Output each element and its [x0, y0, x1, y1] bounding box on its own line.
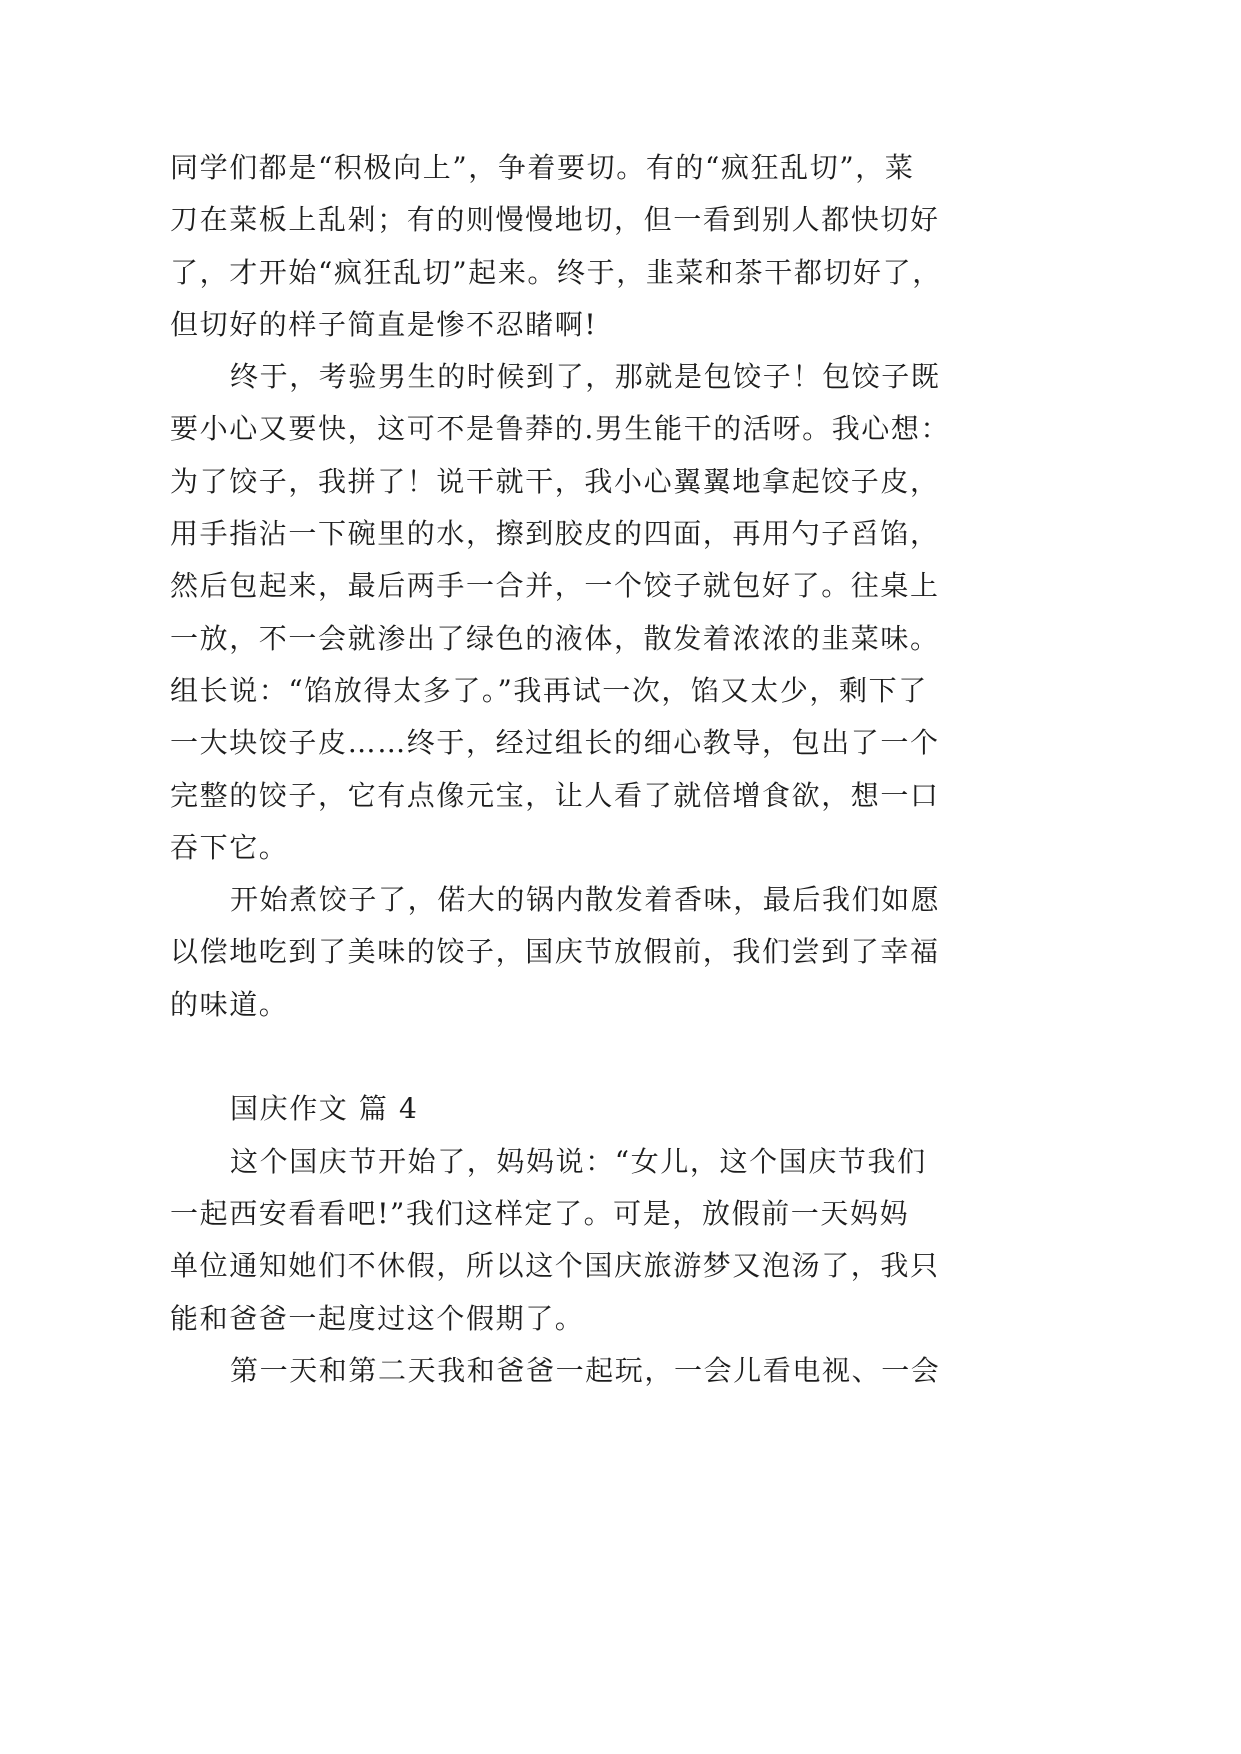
paragraph: [170, 351, 970, 874]
text-line: 单位通知她们不休假，所以这个国庆旅游梦又泡汤了，我只: [170, 1249, 940, 1283]
text-line: 以偿地吃到了美味的饺子，国庆节放假前，我们尝到了幸福: [170, 935, 940, 969]
text-line: 终于，考验男生的时候到了，那就是包饺子！包饺子既: [230, 360, 941, 394]
text-line: 用手指沾一下碗里的水，擦到胶皮的四面，再用勺子舀馅，: [170, 517, 940, 551]
paragraph: [170, 1136, 970, 1345]
text-line: 一放，不一会就渗出了绿色的液体，散发着浓浓的韭菜味。: [170, 621, 940, 655]
paragraph: [170, 874, 970, 1031]
text-line: 了，才开始“疯狂乱切”起来。终于，韭菜和茶干都切好了，: [170, 255, 942, 289]
blank-line: [170, 1031, 970, 1083]
section-heading: 国庆作文 篇 4: [230, 1092, 419, 1126]
text-line: 第一天和第二天我和爸爸一起玩，一会儿看电视、一会: [230, 1353, 941, 1387]
text-line: 一起西安看看吧!”我们这样定了。可是，放假前一天妈妈: [170, 1196, 910, 1230]
text-line: 然后包起来，最后两手一合并，一个饺子就包好了。往桌上: [170, 569, 940, 603]
text-line: 吞下它。: [170, 830, 289, 864]
text-line: 开始煮饺子了，偌大的锅内散发着香味，最后我们如愿: [230, 883, 941, 917]
text-line: 的味道。: [170, 987, 289, 1021]
text-line: 但切好的样子简直是惨不忍睹啊!: [170, 307, 598, 341]
text-line: 一大块饺子皮……终于，经过组长的细心教导，包出了一个: [170, 726, 940, 760]
text-line: 要小心又要快，这可不是鲁莽的.男生能干的活呀。我心想：: [170, 412, 951, 446]
text-line: 组长说：“馅放得太多了。”我再试一次，馅又太少，剩下了: [170, 673, 928, 707]
text-line: 能和爸爸一起度过这个假期了。: [170, 1301, 585, 1335]
text-line: 这个国庆节开始了，妈妈说：“女儿，这个国庆节我们: [230, 1144, 927, 1178]
paragraph: [170, 1345, 970, 1397]
text-line: 同学们都是“积极向上”，争着要切。有的“疯狂乱切”，菜: [170, 151, 915, 184]
document-body: [170, 142, 970, 1397]
text-line: 为了饺子，我拼了！说干就干，我小心翼翼地拿起饺子皮，: [170, 464, 940, 498]
text-line: 完整的饺子，它有点像元宝，让人看了就倍增食欲，想一口: [170, 778, 940, 812]
paragraph: [170, 142, 970, 351]
text-line: 刀在菜板上乱剁；有的则慢慢地切，但一看到别人都快切好: [170, 203, 940, 237]
